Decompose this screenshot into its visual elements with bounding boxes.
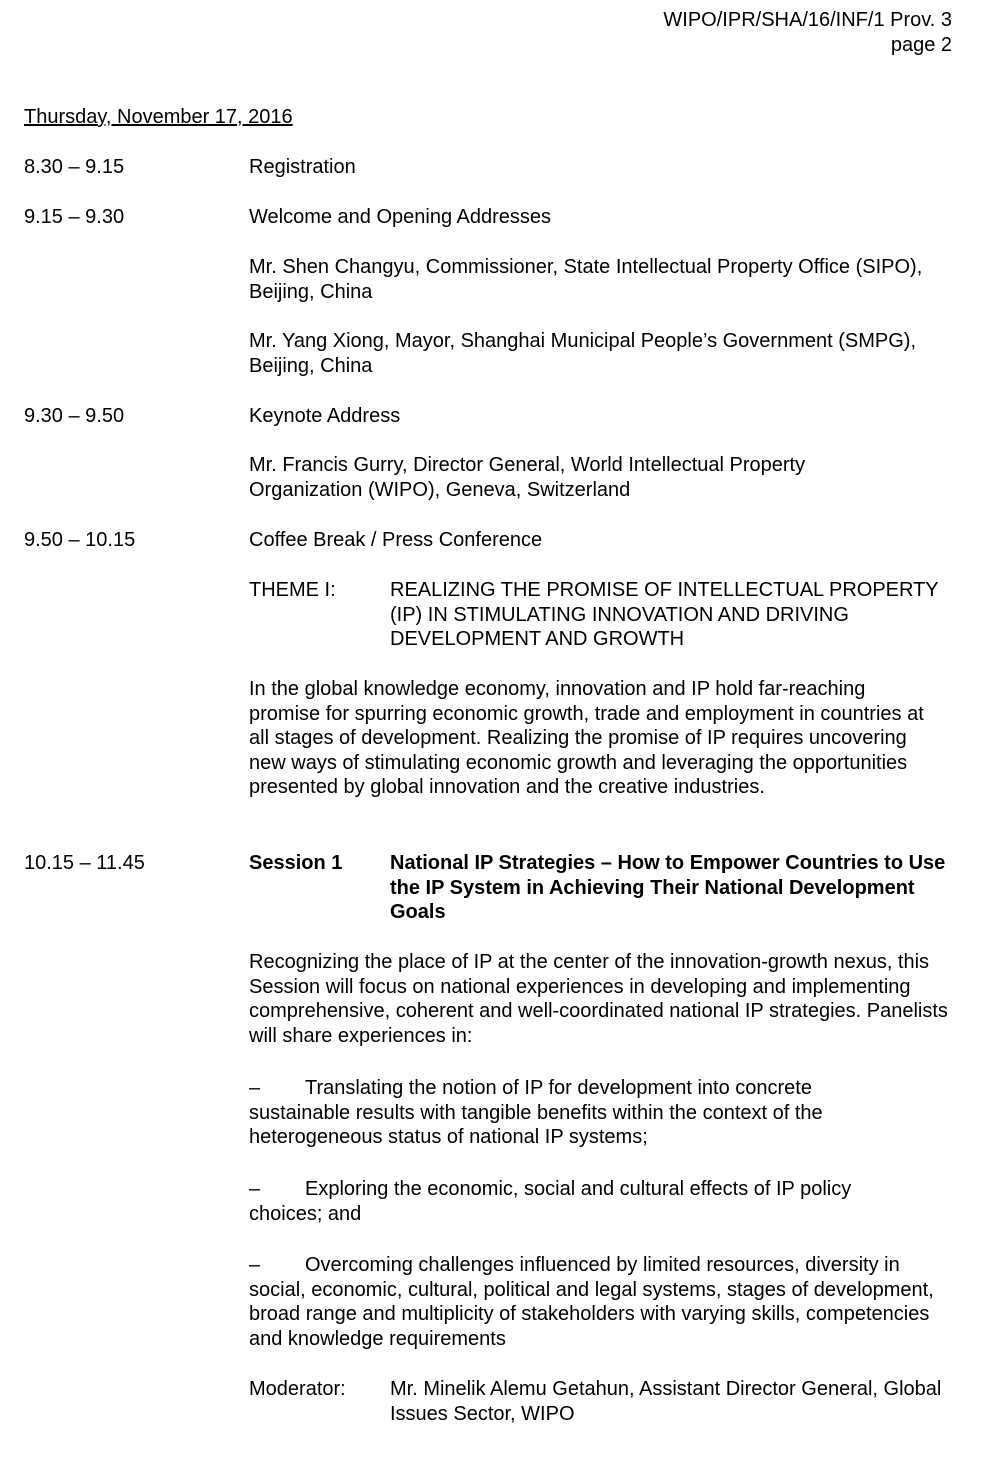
session-1-label: Session 1 <box>249 852 343 874</box>
bullet-item-3 <box>249 1253 949 1351</box>
coffee-break-title: Coffee Break / Press Conference <box>249 529 543 551</box>
coffee-break-time: 9.50 – 10.15 <box>24 529 136 551</box>
session-1-title: National IP Strategies – How to Empower Countries to Use the IP System in Achieving Their National Development Goals <box>390 852 946 924</box>
bullet-dash: – <box>249 1178 261 1200</box>
bullet-item-1 <box>249 1076 899 1150</box>
registration-title: Registration <box>249 156 356 178</box>
welcome-speaker-1: Mr. Shen Changyu, Commissioner, State Intellectual Property Office (SIPO), Beijing, China <box>249 256 923 303</box>
welcome-time: 9.15 – 9.30 <box>24 206 125 228</box>
theme-description: In the global knowledge economy, innovation and IP hold far-reaching promise for spurring economic growth, trade and employment in countries at all stages of development. Realizing the promise of IP requires uncovering new ways of stimulating economic growth and leveraging the opportunities presented by global innovation and the creative industries. <box>249 678 924 799</box>
moderator-label: Moderator: <box>249 1378 346 1400</box>
welcome-speaker-2: Mr. Yang Xiong, Mayor, Shanghai Municipal People’s Government (SMPG), Beijing, China <box>249 330 917 377</box>
document-reference: WIPO/IPR/SHA/16/INF/1 Prov. 3 <box>663 9 952 31</box>
bullet-dash: – <box>249 1254 261 1276</box>
keynote-speaker: Mr. Francis Gurry, Director General, World Intellectual Property Organization (WIPO), Geneva, Switzerland <box>249 454 806 501</box>
session-1-time: 10.15 – 11.45 <box>24 852 145 874</box>
page-number: page 2 <box>890 33 952 56</box>
bullet-text: Exploring the economic, social and cultural effects of IP policy choices; and <box>249 1178 852 1225</box>
bullet-text: Overcoming challenges influenced by limited resources, diversity in social, economic, cultural, political and legal systems, stages of development, broad range and multiplicity of stakeholders with varying skills, competencies and knowledge requirements <box>249 1254 934 1350</box>
keynote-title: Keynote Address <box>249 405 401 427</box>
registration-time: 8.30 – 9.15 <box>24 156 125 178</box>
theme-title: REALIZING THE PROMISE OF INTELLECTUAL PROPERTY (IP) IN STIMULATING INNOVATION AND DRIVING DEVELOPMENT AND GROWTH <box>390 579 939 651</box>
session-1-description: Recognizing the place of IP at the center of the innovation-growth nexus, this Session will focus on national experiences in developing and implementing comprehensive, coherent and well-coordinated national IP strategies. Panelists will share experiences in: <box>249 951 948 1047</box>
welcome-title: Welcome and Opening Addresses <box>249 206 552 228</box>
theme-label: THEME I: <box>249 579 336 601</box>
agenda-date: Thursday, November 17, 2016 <box>24 106 293 128</box>
moderator-name: Mr. Minelik Alemu Getahun, Assistant Director General, Global Issues Sector, WIPO <box>390 1378 942 1425</box>
document-header <box>663 8 952 57</box>
bullet-item-2 <box>249 1177 929 1226</box>
bullet-text: Translating the notion of IP for development into concrete sustainable results with tangible benefits within the context of the heterogeneous status of national IP systems; <box>249 1077 823 1149</box>
keynote-time: 9.30 – 9.50 <box>24 405 125 427</box>
bullet-dash: – <box>249 1077 261 1099</box>
